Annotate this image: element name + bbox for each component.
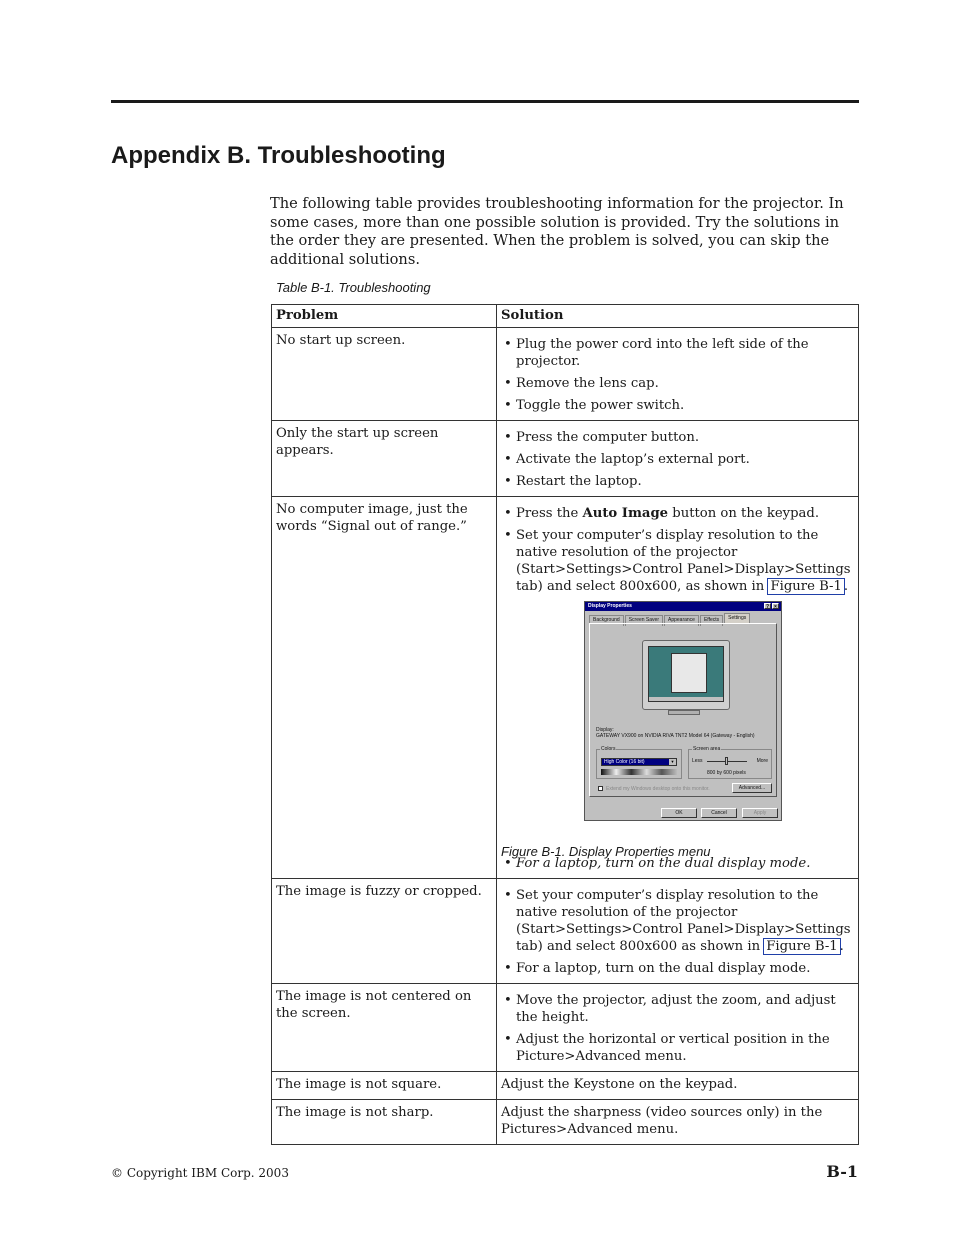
solution-item: • Adjust the horizontal or vertical position in the Picture>Advanced menu. [501, 1031, 854, 1065]
colors-group [596, 746, 682, 779]
solution-text: Set your computer’s display resolution to the native resolution of the projector (Start>Settings>Control Panel>Display>Settings tab) and select 800x600, as shown in [516, 528, 851, 594]
solution-item: • Toggle the power switch. [501, 397, 854, 414]
solution-item: • Remove the lens cap. [501, 375, 854, 392]
figure-link[interactable]: Figure B-1 [763, 938, 840, 955]
solution-item: • Press the computer button. [501, 429, 854, 446]
more-label: More [756, 758, 768, 764]
intro-paragraph: The following table provides troubleshooting information for the projector. In some cases, more than one possible solution is provided. Try the solutions in the order they are presented. When the problem is solved, you can skip the additional solutions. [270, 195, 844, 268]
taskbar [649, 697, 723, 701]
extend-desktop-checkbox[interactable] [598, 786, 603, 791]
solution-list [501, 336, 854, 414]
copyright: © Copyright IBM Corp. 2003 [111, 1166, 289, 1180]
display-value: GATEWAY VX900 on NVIDIA RIVA TNT2 Model 64 (Gateway - English) [596, 733, 755, 739]
display-properties-dialog [584, 601, 782, 821]
solution-cell [497, 328, 859, 421]
problem-cell: Only the start up screen appears. [272, 421, 497, 497]
dialog-title: Display Properties [588, 603, 632, 609]
solution-item: • For a laptop, turn on the dual display mode. [501, 960, 854, 977]
solution-text: button on the keypad. [668, 506, 820, 521]
apply-button[interactable]: Apply [742, 808, 778, 818]
solution-text: Press the [516, 506, 583, 521]
window-icon [671, 653, 707, 693]
troubleshooting-table [271, 304, 859, 1145]
problem-cell: The image is not square. [272, 1072, 497, 1100]
advanced-button[interactable]: Advanced... [732, 783, 772, 793]
solution-text: . [839, 939, 844, 954]
solution-cell [497, 497, 859, 879]
screen-area-group [688, 746, 772, 779]
screen-area-label: Screen area [693, 746, 721, 752]
solution-cell: Adjust the Keystone on the keypad. [497, 1072, 859, 1100]
table-row [272, 1100, 859, 1145]
table-row [272, 328, 859, 421]
monitor-icon [642, 640, 730, 710]
monitor-stand [668, 710, 700, 715]
table-row [272, 421, 859, 497]
table-header-row [272, 305, 859, 328]
table-row [272, 984, 859, 1072]
solution-item: • For a laptop, turn on the dual display mode. [501, 855, 854, 872]
solution-item [501, 527, 854, 595]
tab-effects[interactable]: Effects [700, 615, 723, 626]
resolution-value: 800 by 600 pixels [707, 770, 746, 776]
figure-caption: Figure B-1. Display Properties menu [501, 844, 711, 859]
solution-item: • Activate the laptop’s external port. [501, 451, 854, 468]
header-solution: Solution [497, 305, 859, 328]
solution-text: . [843, 579, 849, 594]
solution-cell: Adjust the sharpness (video sources only) in the Pictures>Advanced menu. [497, 1100, 859, 1145]
table-row [272, 879, 859, 984]
solution-item: • Plug the power cord into the left side of the projector. [501, 336, 854, 370]
solution-text: Set your computer’s display resolution to the native resolution of the projector (Start>Settings>Control Panel>Display>Settings tab) and select 800x600 as shown in [516, 888, 851, 954]
problem-cell: The image is not centered on the screen. [272, 984, 497, 1072]
help-icon[interactable]: ? [765, 604, 770, 610]
solution-cell [497, 879, 859, 984]
solution-list [501, 505, 854, 595]
tab-settings[interactable]: Settings [724, 613, 750, 624]
solution-cell [497, 421, 859, 497]
figure-b1 [501, 601, 854, 859]
tab-appearance[interactable]: Appearance [664, 615, 699, 626]
table-caption: Table B-1. Troubleshooting [276, 280, 431, 295]
page-title: Appendix B. Troubleshooting [111, 142, 446, 169]
colors-value: High Color (16 bit) [604, 759, 645, 765]
solution-cell [497, 984, 859, 1072]
less-label: Less [692, 758, 703, 764]
colors-label: Colors [601, 746, 616, 752]
top-rule [111, 100, 859, 103]
problem-cell: The image is not sharp. [272, 1100, 497, 1145]
settings-panel [589, 623, 777, 797]
close-icon[interactable]: × [772, 603, 779, 609]
dialog-title-bar [585, 602, 781, 611]
table-row [272, 1072, 859, 1100]
colors-select[interactable] [601, 758, 677, 766]
solution-item [501, 887, 854, 955]
header-problem: Problem [272, 305, 497, 328]
solution-list [501, 855, 854, 872]
page-number: B-1 [826, 1162, 858, 1181]
tab-screen-saver[interactable]: Screen Saver [625, 615, 663, 626]
cancel-button[interactable]: Cancel [701, 808, 737, 818]
tab-background[interactable]: Background [589, 615, 624, 626]
extend-desktop-label: Extend my Windows desktop onto this monitor. [606, 786, 710, 792]
solution-item: • Move the projector, adjust the zoom, and adjust the height. [501, 992, 854, 1026]
problem-cell: No start up screen. [272, 328, 497, 421]
ok-button[interactable]: OK [661, 808, 697, 818]
solution-list [501, 887, 854, 977]
table-row [272, 497, 859, 879]
solution-list [501, 992, 854, 1065]
figure-link[interactable]: Figure B-1 [767, 578, 844, 595]
resolution-slider-thumb[interactable] [725, 757, 728, 765]
solution-list [501, 429, 854, 490]
problem-cell: The image is fuzzy or cropped. [272, 879, 497, 984]
auto-image-label: Auto Image [582, 506, 669, 521]
solution-item [501, 505, 854, 522]
monitor-screen [648, 646, 724, 702]
solution-item: • Restart the laptop. [501, 473, 854, 490]
problem-cell: No computer image, just the words “Signal out of range.” [272, 497, 497, 879]
color-gradient [601, 769, 677, 775]
display-label: Display: [596, 727, 614, 733]
chevron-down-icon[interactable]: ▼ [670, 759, 675, 764]
